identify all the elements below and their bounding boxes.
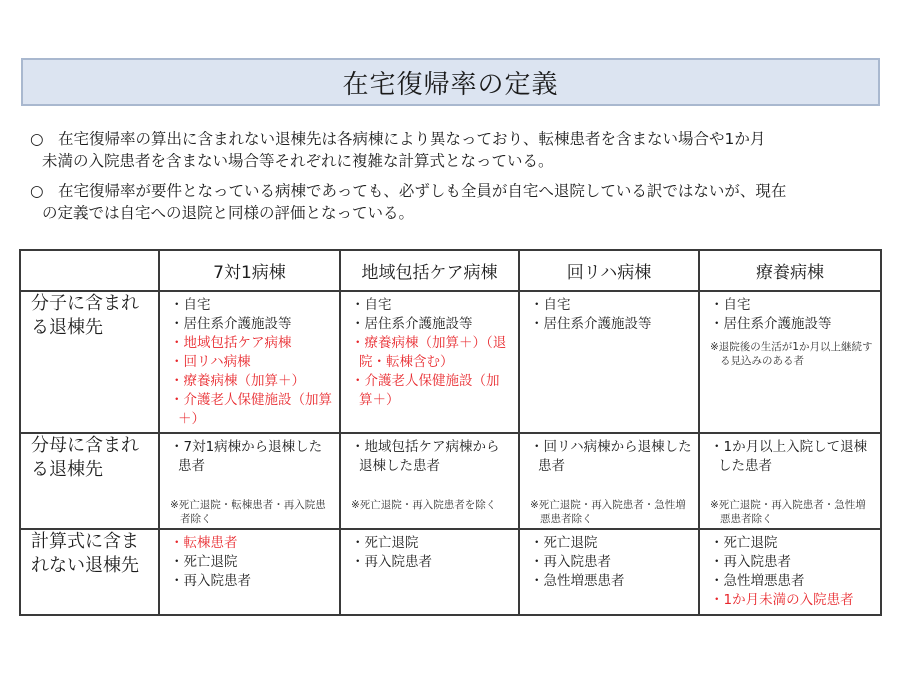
table-cell <box>519 433 699 529</box>
bullet-text-line1: 在宅復帰率が要件となっている病棟であっても、必ずしも全員が自宅へ退院している訳ではないが、現在 <box>58 182 787 200</box>
highlighted-list-item: ・介護老人保健施設（加算＋） <box>351 373 500 408</box>
list-item: ・自宅 <box>710 297 751 313</box>
list-item: ・自宅 <box>530 297 571 313</box>
row-label: 計算式に含まれない退棟先 <box>20 529 159 615</box>
summary-bullet <box>30 180 880 224</box>
denominator-row <box>20 433 881 529</box>
list-item: ・再入院患者 <box>530 554 611 570</box>
list-item: ・自宅 <box>170 297 211 313</box>
table-cell <box>699 291 881 433</box>
spacer <box>710 476 874 492</box>
numerator-row <box>20 291 881 433</box>
footnote: ※死亡退院・再入院患者を除く <box>351 499 497 511</box>
highlighted-list-item: ・療養病棟（加算＋）（退院・転棟含む） <box>351 335 507 370</box>
highlighted-list-item: ・介護老人保健施設（加算＋） <box>170 392 332 427</box>
table-cell <box>159 529 340 615</box>
page-title: 在宅復帰率の定義 <box>342 69 559 100</box>
footnote: ※死亡退院・再入院患者・急性増悪患者除く <box>710 499 866 525</box>
table-cell <box>159 291 340 433</box>
list-item: ・1か月以上入院して退棟した患者 <box>710 439 868 474</box>
list-item: ・再入院患者 <box>710 554 791 570</box>
summary-bullets <box>30 128 880 232</box>
spacer <box>530 476 692 492</box>
circle-bullet-icon: ○ <box>30 130 44 148</box>
list-item: ・居住系介護施設等 <box>351 316 473 332</box>
row-label: 分子に含まれる退棟先 <box>20 291 159 433</box>
table-header-row <box>20 250 881 291</box>
footnote: ※死亡退院・再入院患者・急性増悪患者除く <box>530 499 686 525</box>
table-cell <box>699 433 881 529</box>
table-cell <box>340 291 519 433</box>
list-item: ・7対1病棟から退棟した患者 <box>170 439 323 474</box>
highlighted-list-item: ・回リハ病棟 <box>170 354 251 370</box>
header-rehab-ward: 回リハ病棟 <box>519 250 699 291</box>
table-cell <box>340 529 519 615</box>
bullet-text-line2: の定義では自宅への退院と同様の評価となっている。 <box>42 204 415 222</box>
highlighted-list-item: ・転棟患者 <box>170 535 238 551</box>
header-7to1-ward: 7対1病棟 <box>159 250 340 291</box>
footnote: ※死亡退院・転棟患者・再入院患者除く <box>170 499 326 525</box>
spacer <box>351 476 512 492</box>
list-item: ・死亡退院 <box>710 535 778 551</box>
list-item: ・死亡退院 <box>170 554 238 570</box>
table-cell <box>519 291 699 433</box>
list-item: ・急性増悪患者 <box>530 573 625 589</box>
table-cell <box>699 529 881 615</box>
definition-table <box>19 249 882 616</box>
header-community-care-ward: 地域包括ケア病棟 <box>340 250 519 291</box>
list-item: ・回リハ病棟から退棟した患者 <box>530 439 692 474</box>
list-item: ・急性増悪患者 <box>710 573 805 589</box>
footnote: ※退院後の生活が1か月以上継続する見込みのある者 <box>710 341 873 367</box>
title-banner <box>21 58 880 106</box>
highlighted-list-item: ・1か月未満の入院患者 <box>710 592 854 608</box>
list-item: ・死亡退院 <box>530 535 598 551</box>
list-item: ・居住系介護施設等 <box>710 316 832 332</box>
row-label: 分母に含まれる退棟先 <box>20 433 159 529</box>
header-long-term-care-ward: 療養病棟 <box>699 250 881 291</box>
spacer <box>170 476 333 492</box>
highlighted-list-item: ・療養病棟（加算＋） <box>170 373 305 389</box>
table-cell <box>340 433 519 529</box>
summary-bullet <box>30 128 880 172</box>
excluded-row <box>20 529 881 615</box>
list-item: ・再入院患者 <box>351 554 432 570</box>
circle-bullet-icon: ○ <box>30 182 44 200</box>
bullet-text-line2: 未満の入院患者を含まない場合等それぞれに複雑な計算式となっている。 <box>42 152 554 170</box>
table-cell <box>159 433 340 529</box>
bullet-text-line1: 在宅復帰率の算出に含まれない退棟先は各病棟により異なっており、転棟患者を含まない場合や1か月 <box>58 130 766 148</box>
list-item: ・居住系介護施設等 <box>530 316 652 332</box>
list-item: ・居住系介護施設等 <box>170 316 292 332</box>
list-item: ・再入院患者 <box>170 573 251 589</box>
table-cell <box>519 529 699 615</box>
header-blank <box>20 250 159 291</box>
list-item: ・地域包括ケア病棟から退棟した患者 <box>351 439 500 474</box>
highlighted-list-item: ・地域包括ケア病棟 <box>170 335 292 351</box>
list-item: ・自宅 <box>351 297 392 313</box>
list-item: ・死亡退院 <box>351 535 419 551</box>
